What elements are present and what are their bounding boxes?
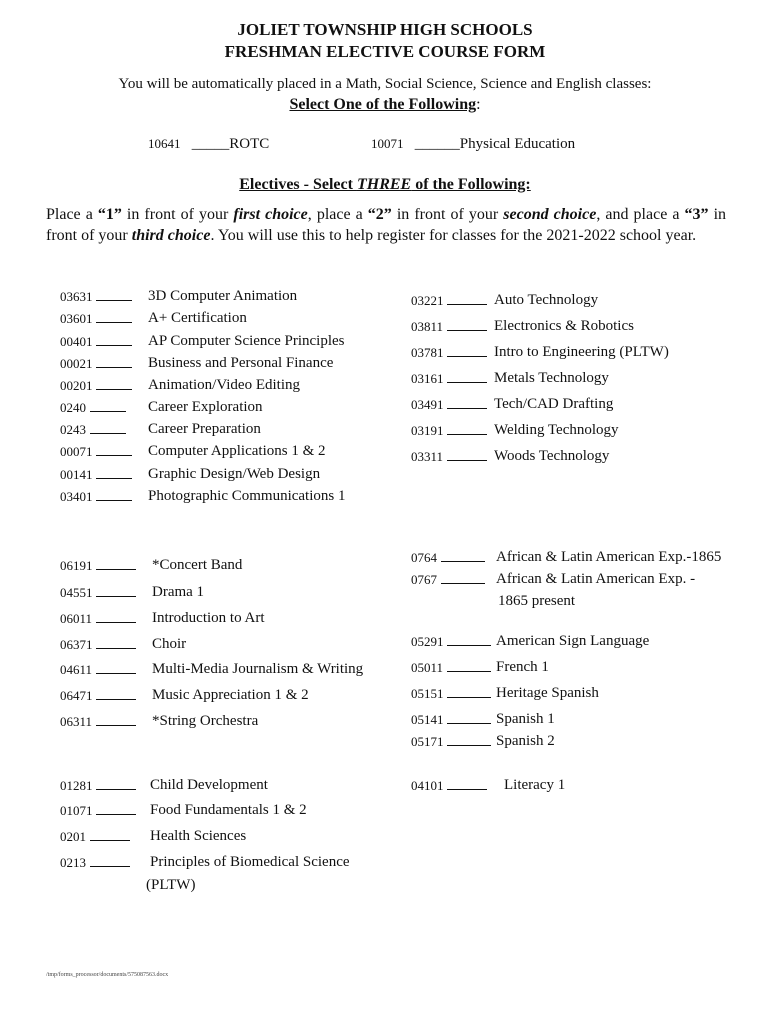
course-row[interactable] xyxy=(60,854,350,872)
choice-blank[interactable] xyxy=(96,713,136,726)
choice-blank[interactable] xyxy=(96,636,136,649)
course-name: Computer Applications 1 & 2 xyxy=(148,443,326,459)
choice-blank[interactable] xyxy=(96,687,136,700)
course-row[interactable] xyxy=(60,355,334,373)
choice-blank[interactable] xyxy=(96,488,132,501)
choice-blank[interactable] xyxy=(96,777,136,790)
course-row[interactable] xyxy=(60,288,298,306)
course-name-continued: (PLTW) xyxy=(146,877,196,893)
course-row[interactable] xyxy=(411,633,650,651)
course-name: Intro to Engineering (PLTW) xyxy=(494,344,669,360)
course-name: Food Fundamentals 1 & 2 xyxy=(150,802,307,818)
course-code: 03491 xyxy=(411,397,444,412)
course-name: Auto Technology xyxy=(494,292,599,308)
course-name: Career Preparation xyxy=(148,421,261,437)
course-code: 00071 xyxy=(60,444,93,459)
course-name: Welding Technology xyxy=(494,422,619,438)
course-row[interactable] xyxy=(411,344,669,362)
course-row[interactable] xyxy=(60,687,309,705)
course-name: Introduction to Art xyxy=(152,610,265,626)
electives-heading-prefix: Electives - Select xyxy=(239,176,357,193)
electives-heading xyxy=(0,176,770,194)
intro-text: You will be automatically placed in a Math, Social Science, Science and English classes: xyxy=(118,76,652,92)
course-row[interactable] xyxy=(411,711,555,729)
course-code: 0240 xyxy=(60,400,86,415)
course-code: 03601 xyxy=(60,311,93,326)
course-name: Business and Personal Finance xyxy=(148,355,334,371)
course-row[interactable] xyxy=(60,584,205,602)
course-name: Health Sciences xyxy=(150,828,247,844)
course-code: 06371 xyxy=(60,637,93,652)
course-code: 05171 xyxy=(411,734,444,749)
choice-blank[interactable] xyxy=(96,443,132,456)
course-name: A+ Certification xyxy=(148,310,247,326)
course-code: 04551 xyxy=(60,585,93,600)
course-row[interactable] xyxy=(411,318,634,336)
form-title-line1: JOLIET TOWNSHIP HIGH SCHOOLS xyxy=(237,20,533,39)
course-code: 0243 xyxy=(60,422,86,437)
course-name: Tech/CAD Drafting xyxy=(494,396,614,412)
course-code: 03221 xyxy=(411,293,444,308)
course-row[interactable] xyxy=(411,549,722,567)
course-code: 0764 xyxy=(411,550,437,565)
course-name: Photographic Communications 1 xyxy=(148,488,346,504)
course-row[interactable] xyxy=(60,310,247,328)
course-name: Spanish 1 xyxy=(496,711,555,727)
course-name: *String Orchestra xyxy=(152,713,259,729)
course-name: Heritage Spanish xyxy=(496,685,599,701)
course-name: American Sign Language xyxy=(496,633,650,649)
course-code: 06311 xyxy=(60,714,93,729)
electives-heading-suffix: of the Following: xyxy=(411,176,531,193)
course-name: AP Computer Science Principles xyxy=(148,333,345,349)
course-name: Music Appreciation 1 & 2 xyxy=(152,687,309,703)
option-blank[interactable]: ______ xyxy=(414,136,460,152)
course-name: Animation/Video Editing xyxy=(148,377,300,393)
course-code: 05141 xyxy=(411,712,444,727)
course-row[interactable] xyxy=(411,370,609,388)
course-row[interactable] xyxy=(60,661,364,679)
course-name: African & Latin American Exp. - xyxy=(496,571,696,587)
course-row[interactable] xyxy=(60,636,187,654)
instructions-paragraph: Place a “1” in front of your first choice, place a “2” in front of your second choice, and place a “3” in front of your third choice. You will use this to help register for classes for the 2021-2022 school year. xyxy=(46,206,727,244)
choice-blank[interactable] xyxy=(90,399,126,412)
choice-blank[interactable] xyxy=(447,370,487,383)
course-code: 03311 xyxy=(411,449,444,464)
option-name: ROTC xyxy=(229,136,270,152)
choice-blank[interactable] xyxy=(96,584,136,597)
select-one-label: Select One of the Following xyxy=(289,96,477,113)
course-name: Multi-Media Journalism & Writing xyxy=(152,661,364,677)
choice-blank[interactable] xyxy=(447,292,487,305)
choice-blank[interactable] xyxy=(447,659,491,672)
course-name: 3D Computer Animation xyxy=(148,288,298,304)
course-name: Spanish 2 xyxy=(496,733,555,749)
course-code: 03161 xyxy=(411,371,444,386)
course-row[interactable] xyxy=(411,685,599,703)
course-row[interactable] xyxy=(60,828,247,846)
course-code: 06191 xyxy=(60,558,93,573)
choice-blank[interactable] xyxy=(447,396,487,409)
choice-blank[interactable] xyxy=(441,571,485,584)
electives-heading-emph: THREE xyxy=(356,176,412,193)
course-name: Woods Technology xyxy=(494,448,610,464)
option-physical-education[interactable] xyxy=(371,136,575,153)
option-blank[interactable]: _____ xyxy=(191,136,230,152)
option-rotc[interactable] xyxy=(148,136,269,153)
course-code: 03401 xyxy=(60,489,93,504)
course-row[interactable] xyxy=(60,610,265,628)
choice-blank[interactable] xyxy=(96,333,132,346)
choice-blank[interactable] xyxy=(96,310,132,323)
course-row[interactable] xyxy=(60,377,300,395)
course-name: *Concert Band xyxy=(152,557,243,573)
course-row[interactable] xyxy=(60,443,326,461)
choice-blank[interactable] xyxy=(447,685,491,698)
course-name: Principles of Biomedical Science xyxy=(150,854,350,870)
choice-blank[interactable] xyxy=(447,777,487,790)
footer-path: /tmp/forms_processor/documents/5750875​63.docx xyxy=(46,972,169,978)
choice-blank[interactable] xyxy=(447,318,487,331)
choice-blank[interactable] xyxy=(447,733,491,746)
course-code: 05151 xyxy=(411,686,444,701)
course-code: 05291 xyxy=(411,634,444,649)
course-name: Literacy 1 xyxy=(504,777,566,793)
choice-blank[interactable] xyxy=(96,802,136,815)
course-row[interactable] xyxy=(60,421,261,439)
choice-blank[interactable] xyxy=(447,422,487,435)
course-code: 03811 xyxy=(411,319,444,334)
course-row[interactable] xyxy=(411,659,549,677)
course-code: 06471 xyxy=(60,688,93,703)
course-name: Choir xyxy=(152,636,187,652)
course-row[interactable] xyxy=(411,422,619,440)
course-name: Career Exploration xyxy=(148,399,263,415)
option-name: Physical Education xyxy=(459,136,576,152)
course-row[interactable] xyxy=(60,488,346,506)
course-name: Child Development xyxy=(150,777,268,793)
option-code: 10641 xyxy=(148,136,181,151)
course-row[interactable] xyxy=(60,557,243,575)
course-row[interactable] xyxy=(60,399,263,417)
choice-blank[interactable] xyxy=(96,466,132,479)
course-name: Graphic Design/Web Design xyxy=(148,466,321,482)
choice-blank[interactable] xyxy=(96,661,136,674)
choice-blank[interactable] xyxy=(96,377,132,390)
course-row[interactable] xyxy=(411,396,614,414)
form-title-line2: FRESHMAN ELECTIVE COURSE FORM xyxy=(224,42,546,61)
choice-blank[interactable] xyxy=(90,854,130,867)
course-name: African & Latin American Exp.-1865 xyxy=(496,549,722,565)
course-code: 03631 xyxy=(60,289,93,304)
course-code: 00021 xyxy=(60,356,93,371)
course-code: 06011 xyxy=(60,611,93,626)
course-row[interactable] xyxy=(60,777,268,795)
course-row[interactable] xyxy=(411,733,555,751)
course-row[interactable] xyxy=(411,292,599,310)
choice-blank[interactable] xyxy=(447,448,487,461)
course-code: 00401 xyxy=(60,334,93,349)
course-code: 00141 xyxy=(60,467,93,482)
course-code: 01281 xyxy=(60,778,93,793)
course-name: Drama 1 xyxy=(152,584,205,600)
choice-blank[interactable] xyxy=(96,557,136,570)
choice-blank[interactable] xyxy=(447,344,487,357)
choice-blank[interactable] xyxy=(96,288,132,301)
course-name-continued: 1865 present xyxy=(498,593,576,609)
course-row[interactable] xyxy=(411,448,610,466)
select-one-heading xyxy=(0,96,770,114)
course-code: 05011 xyxy=(411,660,444,675)
choice-blank[interactable] xyxy=(447,633,491,646)
choice-blank[interactable] xyxy=(90,828,130,841)
course-code: 03781 xyxy=(411,345,444,360)
course-row[interactable] xyxy=(60,466,321,484)
course-code: 04101 xyxy=(411,778,444,793)
course-code: 0213 xyxy=(60,855,86,870)
select-one-suffix: : xyxy=(476,96,481,113)
choice-blank[interactable] xyxy=(96,610,136,623)
course-code: 0201 xyxy=(60,829,86,844)
course-code: 0767 xyxy=(411,572,437,587)
course-name: Metals Technology xyxy=(494,370,609,386)
choice-blank[interactable] xyxy=(447,711,491,724)
choice-blank[interactable] xyxy=(96,355,132,368)
course-code: 00201 xyxy=(60,378,93,393)
course-name: Electronics & Robotics xyxy=(494,318,634,334)
course-row[interactable] xyxy=(60,333,345,351)
option-code: 10071 xyxy=(371,136,404,151)
course-row[interactable] xyxy=(60,802,307,820)
course-code: 03191 xyxy=(411,423,444,438)
course-name: French 1 xyxy=(496,659,549,675)
course-code: 04611 xyxy=(60,662,93,677)
course-row[interactable] xyxy=(411,571,696,589)
course-code: 01071 xyxy=(60,803,93,818)
course-row[interactable] xyxy=(411,777,566,795)
choice-blank[interactable] xyxy=(90,421,126,434)
choice-blank[interactable] xyxy=(441,549,485,562)
course-row[interactable] xyxy=(60,713,259,731)
